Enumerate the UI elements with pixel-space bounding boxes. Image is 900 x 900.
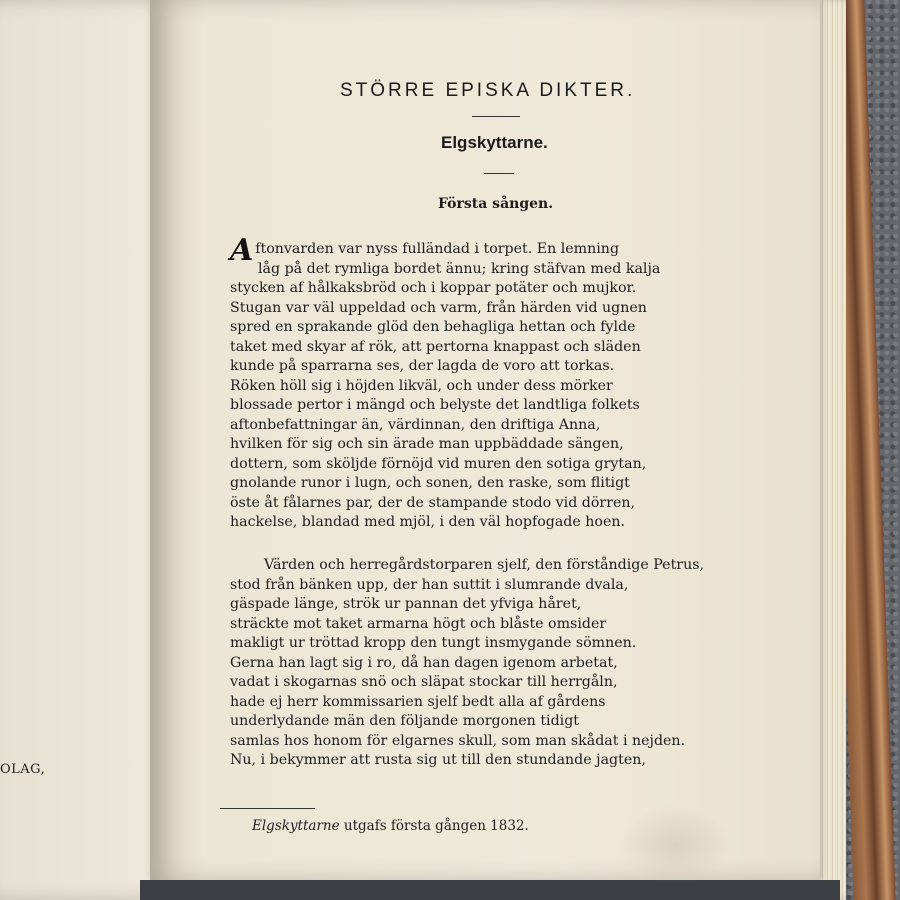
poem-line: spred en sprakande glöd den behagliga hettan och fylde (230, 319, 636, 335)
stanza-2 (230, 556, 704, 771)
footnote-text: utgafs första gången 1832. (339, 818, 529, 834)
stanza-1 (230, 233, 661, 533)
footnote-italic: Elgskyttarne (252, 818, 340, 834)
poem-line: Nu, i bekymmer att rusta sig ut till den stundande jagten, (230, 752, 646, 768)
poem-line: aftonbefattningar än, värdinnan, den driftiga Anna, (230, 416, 601, 433)
poem-line-text: ftonvarden var nyss fulländad i torpet. En lemning (255, 241, 620, 257)
bottom-shadow (140, 880, 840, 900)
poem-line: stycken af hålkaksbröd och i koppar potäter och mujkor. (230, 280, 637, 296)
poem-line: stod från bänken upp, der han suttit i slumrande dvala, (230, 576, 629, 593)
paper-stain (620, 805, 730, 885)
section-heading: STÖRRE EPISKA DIKTER. (340, 80, 636, 101)
poem-line: kunde på sparrarna ses, der lagda de voro att torkas. (230, 358, 615, 374)
poem-line: underlydande män den följande morgonen tidigt (230, 713, 579, 729)
poem-line (230, 233, 660, 268)
left-page-text: OLAG, (0, 762, 46, 777)
drop-cap: A (230, 233, 254, 268)
poem-line: sträckte mot taket armarna högt och blåste omsider (230, 615, 607, 632)
poem-line: hvilken för sig och sin ärade man uppbäddade sängen, (230, 436, 624, 452)
canto-subtitle: Första sången. (438, 196, 554, 212)
poem-line: samlas hos honom för elgarnes skull, som man skådat i nejden. (230, 732, 686, 749)
poem-line: dottern, som sköljde förnöjd vid muren den sotiga grytan, (230, 455, 647, 472)
poem-line: gnolande runor i lugn, och sonen, den raske, som flitigt (230, 475, 630, 491)
poem-line: Stugan var väl uppeldad och varm, från härden vid ugnen (230, 299, 647, 316)
poem-line: låg på det rymliga bordet ännu; kring stäfvan med kalja (258, 260, 661, 277)
poem-title: Elgskyttarne. (441, 133, 548, 152)
poem-line: Röken höll sig i höjden likväl, och under dess mörker (230, 377, 613, 394)
poem-line: taket med skyar af rök, att pertorna knappast och släden (230, 338, 641, 355)
footnote (252, 818, 529, 834)
poem-line: blossade pertor i mängd och belyste det landtliga folkets (230, 397, 640, 413)
poem-line: Gerna han lagt sig i ro, då han dagen igenom arbetat, (230, 654, 618, 671)
poem-line: hackelse, blandad med mjöl, i den väl hopfogade hoen. (230, 514, 626, 530)
poem-line: vadat i skogarnas snö och släpat stockar till herrgåln, (230, 674, 618, 690)
title-rule (484, 173, 514, 174)
footnote-rule (220, 808, 315, 809)
poem-line: gäspade länge, strök ur pannan det yfviga håret, (230, 596, 582, 612)
poem-line: öste åt fålarnes par, der de stampande stodo vid dörren, (230, 494, 636, 511)
poem-line: Värden och herregårdstorparen sjelf, den förståndige Petrus, (264, 557, 704, 573)
poem-line: makligt ur tröttad kropp den tungt insmygande sömnen. (230, 635, 637, 651)
poem-line: hade ej herr kommissarien sjelf bedt alla af gårdens (230, 693, 606, 710)
heading-rule (472, 116, 520, 117)
